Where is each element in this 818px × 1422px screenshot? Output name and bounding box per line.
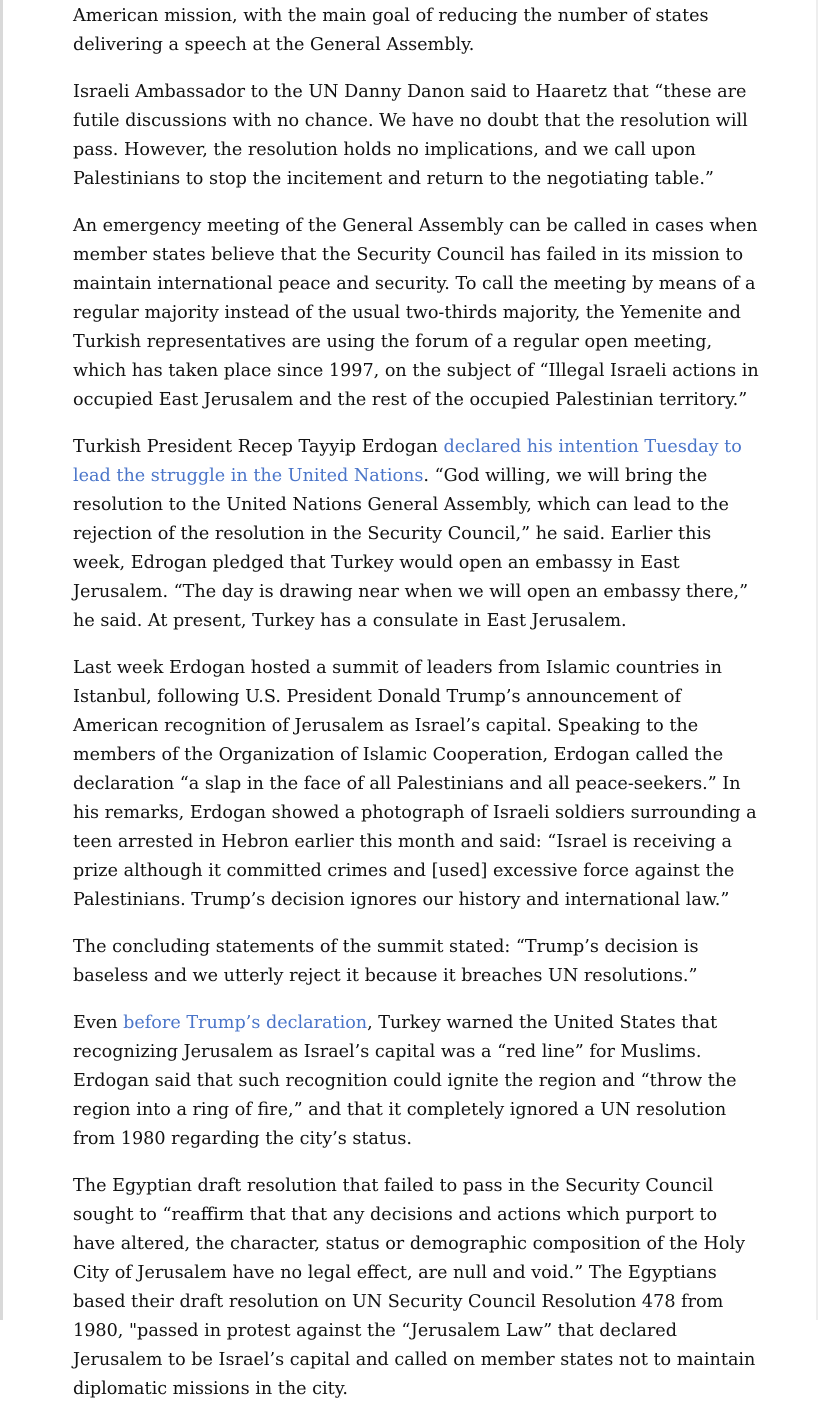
paragraph-text: Turkish President Recep Tayyip Erdogan [73,437,444,457]
article-paragraph [73,2,763,60]
article-paragraph [73,1172,763,1404]
window-left-edge [0,0,3,1320]
article-paragraph [73,654,763,915]
paragraph-text: An emergency meeting of the General Assembly can be called in cases when member states believe that the Security Council has failed in its mission to maintain international peace and security. To call the meeting by means of a regular majority instead of the usual two-thirds majority, the Yemenite and Turkish representatives are using the forum of a regular open meeting, which has taken place since 1997, on the subject of “Illegal Israeli actions in occupied East Jerusalem and the rest of the occupied Palestinian territory.” [73,216,759,410]
article-paragraph [73,78,763,194]
article-paragraph [73,212,763,415]
paragraph-text: American mission, with the main goal of reducing the number of states delivering a speech at the General Assembly. [73,6,709,55]
paragraph-text: The concluding statements of the summit stated: “Trump’s decision is baseless and we utterly reject it because it breaches UN resolutions.” [73,937,699,986]
article-paragraph [73,933,763,991]
article-body [73,2,763,1422]
article-paragraph [73,433,763,636]
link-before-trump-declaration[interactable]: before Trump’s declaration [123,1013,368,1033]
paragraph-text: Israeli Ambassador to the UN Danny Danon said to Haaretz that “these are futile discussions with no chance. We have no doubt that the resolution will pass. However, the resolution holds no implications, and we call upon Palestinians to stop the incitement and return to the negotiating table.” [73,82,748,189]
article-paragraph [73,1009,763,1154]
paragraph-text: . “God willing, we will bring the resolution to the United Nations General Assembly, which can lead to the rejection of the resolution in the Security Council,” he said. Earlier this week, Edrogan pledged that Turkey would open an embassy in East Jerusalem. “The day is drawing near when we will open an embassy there,” he said. At present, Turkey has a consulate in East Jerusalem. [73,466,749,631]
paragraph-text: , Turkey warned the United States that recognizing Jerusalem as Israel’s capital was a “red line” for Muslims. Erdogan said that such recognition could ignite the region and “throw the region into a ring of fire,” and that it completely ignored a UN resolution from 1980 regarding the city’s status. [73,1013,737,1149]
paragraph-text: The Egyptian draft resolution that failed to pass in the Security Council sought to “reaffirm that that any decisions and actions which purport to have altered, the character, status or demographic composition of the Holy City of Jerusalem have no legal effect, are null and void.” The Egyptians based their draft resolution on UN Security Council Resolution 478 from 1980, "passed in protest against the “Jerusalem Law” that declared Jerusalem to be Israel’s capital and called on member states not to maintain diplomatic missions in the city. [73,1176,756,1399]
paragraph-text: Even [73,1013,124,1033]
link-erdogan-un-struggle[interactable]: declared his intention Tuesday to lead the struggle in the United Nations [73,437,742,486]
paragraph-text: Last week Erdogan hosted a summit of leaders from Islamic countries in Istanbul, following U.S. President Donald Trump’s announcement of American recognition of Jerusalem as Israel’s capital. Speaking to the members of the Organization of Islamic Cooperation, Erdogan called the declaration “a slap in the face of all Palestinians and all peace-seekers.” In his remarks, Erdogan showed a photograph of Israeli soldiers surrounding a teen arrested in Hebron earlier this month and said: “Israel is receiving a prize although it committed crimes and [used] excessive force against the Palestinians. Trump’s decision ignores our history and international law.” [73,658,757,910]
